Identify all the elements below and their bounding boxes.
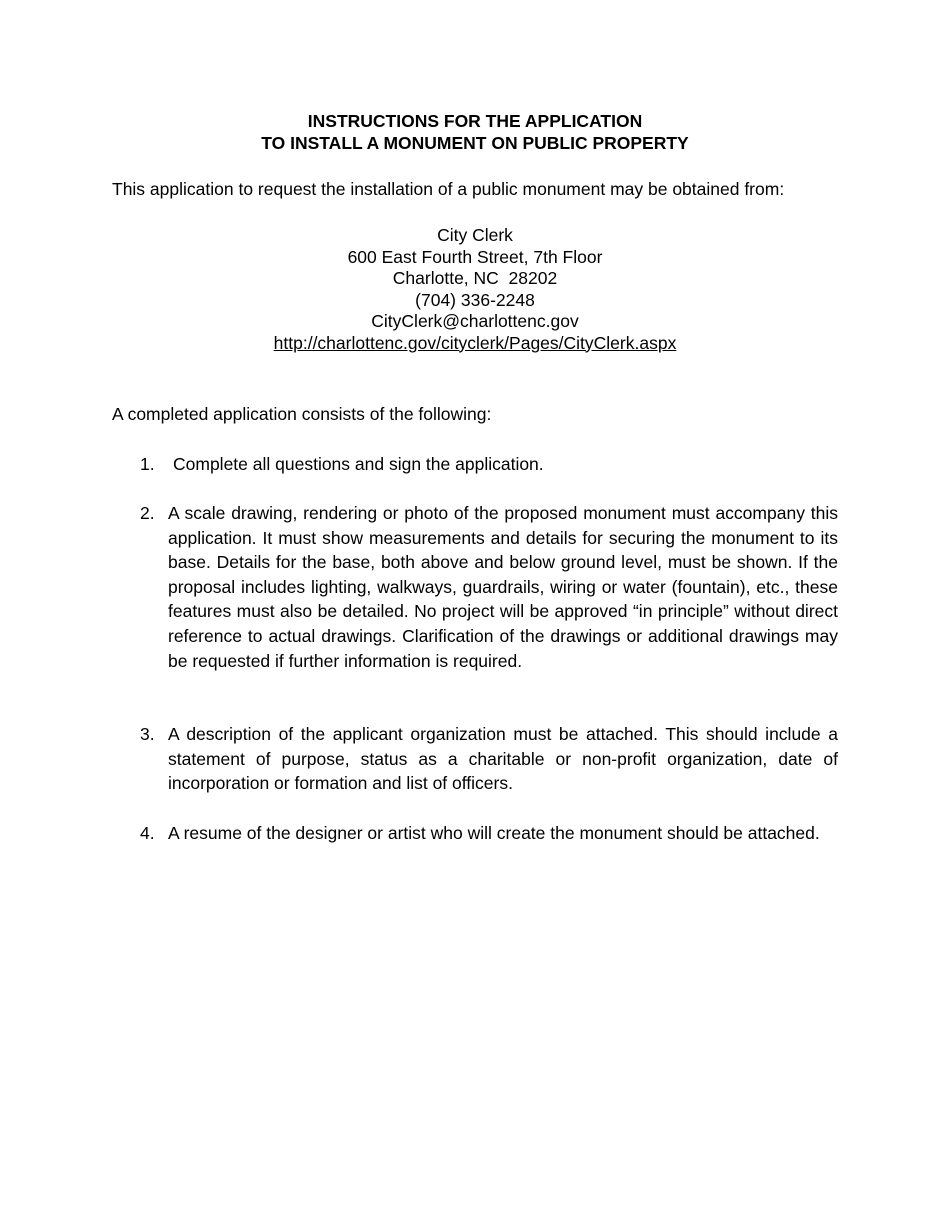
contact-address-block bbox=[0, 225, 950, 354]
list-item-text: A resume of the designer or artist who will create the monument should be attached. bbox=[168, 823, 820, 843]
contact-email: CityClerk@charlottenc.gov bbox=[371, 311, 579, 331]
list-item-number: 1. bbox=[140, 454, 155, 474]
document-title bbox=[0, 110, 950, 154]
contact-office: City Clerk bbox=[437, 225, 513, 245]
title-line-2: TO INSTALL A MONUMENT ON PUBLIC PROPERTY bbox=[261, 133, 689, 153]
list-item-number: 2. bbox=[140, 503, 155, 523]
title-line-1: INSTRUCTIONS FOR THE APPLICATION bbox=[307, 111, 643, 131]
list-item-number: 4. bbox=[140, 823, 155, 843]
intro-paragraph: This application to request the installation of a public monument may be obtained from: bbox=[112, 179, 785, 199]
requirements-heading: A completed application consists of the following: bbox=[112, 404, 492, 424]
list-item bbox=[140, 501, 838, 673]
contact-street: 600 East Fourth Street, 7th Floor bbox=[347, 246, 603, 267]
list-item-text: A scale drawing, rendering or photo of the proposed monument must accompany this application. It must show measurements and details for securing the monument to its base. Details for the base, both above and below ground level, must be shown. If the proposal includes lighting, walkways, guardrails, wiring or water (fountain), etc., these features must also be detailed. No project will be approved “in principle” without direct reference to actual drawings. Clarification of the drawings or additional drawings may be requested if further information is required. bbox=[168, 503, 838, 671]
contact-city: Charlotte, NC 28202 bbox=[392, 268, 558, 288]
list-item-text: Complete all questions and sign the application. bbox=[173, 454, 544, 474]
list-item bbox=[140, 722, 838, 796]
list-item-text: A description of the applicant organization must be attached. This should include a statement of purpose, status as a charitable or non-profit organization, date of incorporation or formation and list of officers. bbox=[168, 724, 838, 794]
list-item bbox=[140, 452, 838, 477]
list-item-number: 3. bbox=[140, 724, 155, 744]
list-item bbox=[140, 821, 838, 846]
contact-url-link[interactable]: http://charlottenc.gov/cityclerk/Pages/CityClerk.aspx bbox=[273, 332, 677, 353]
contact-phone: (704) 336-2248 bbox=[415, 289, 535, 310]
